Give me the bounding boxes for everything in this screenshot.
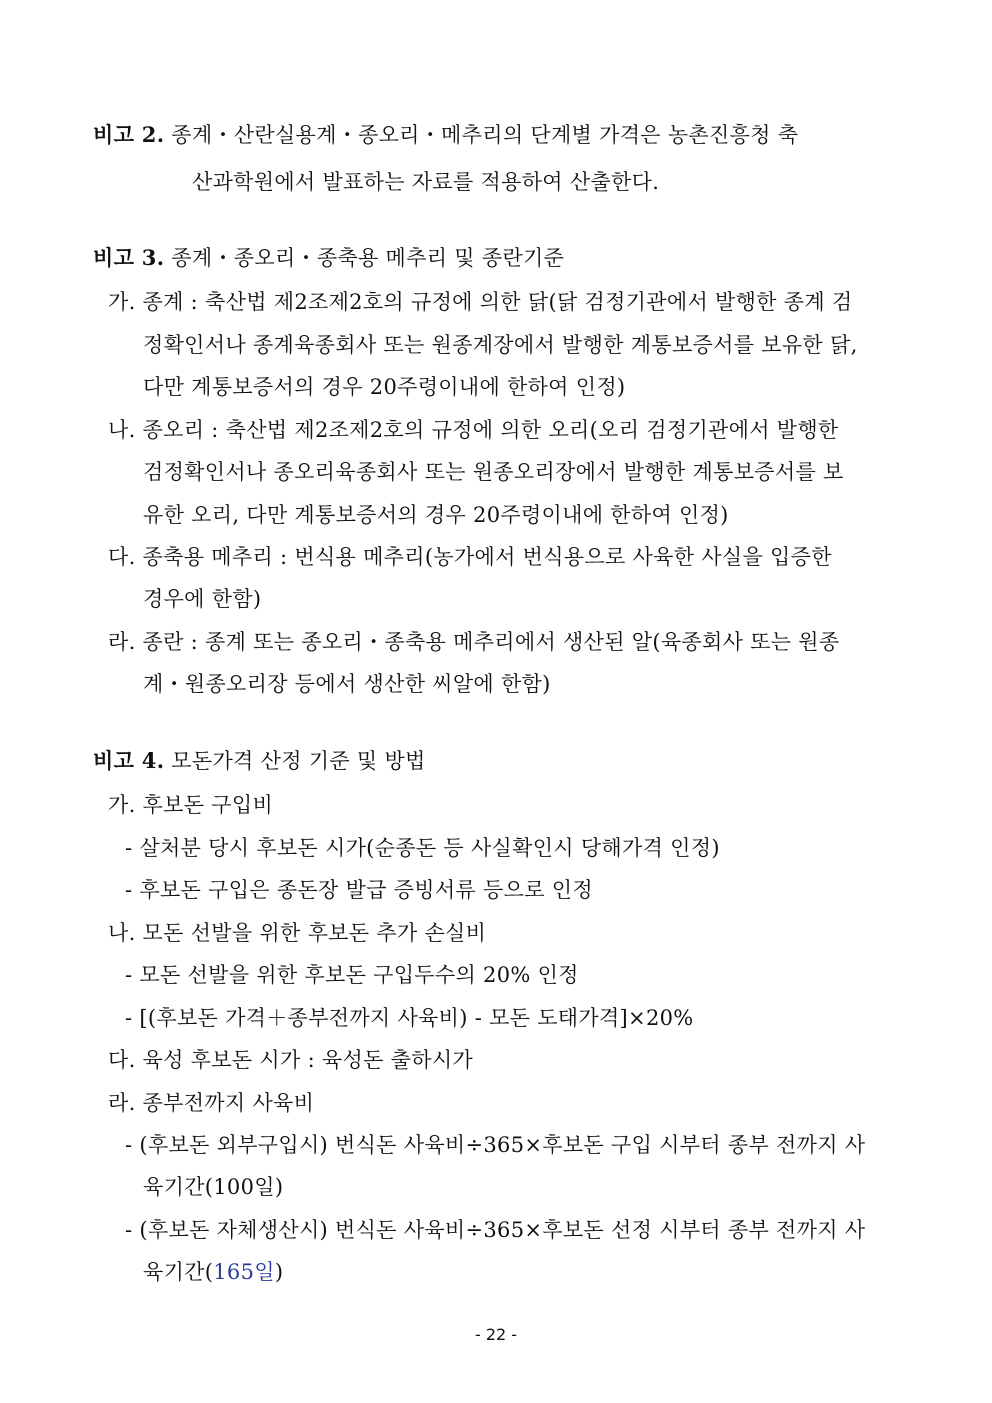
ra-dash2-text-highlight: 165일	[213, 1260, 275, 1284]
note3-na-line2: 검정확인서나 종오리육종회사 또는 원종오리장에서 발행한 계통보증서를 보	[143, 460, 844, 484]
note4-na-dash1: - 모돈 선발을 위한 후보돈 구입두수의 20% 인정	[125, 963, 579, 987]
note2-text-1: 종계・산란실용계・종오리・메추리의 단계별 가격은 농촌진흥청 축	[171, 123, 799, 147]
note4-na: 나. 모돈 선발을 위한 후보돈 추가 손실비	[108, 921, 487, 945]
note3-heading	[93, 243, 564, 273]
note3-da-line1: 다. 종축용 메추리 : 번식용 메추리(농가에서 번식용으로 사육한 사실을 입증한	[108, 545, 832, 569]
note3-ra-line2: 계・원종오리장 등에서 생산한 씨알에 한함)	[143, 672, 551, 696]
note4-ga-dash2: - 후보돈 구입은 종돈장 발급 증빙서류 등으로 인정	[125, 878, 593, 902]
note4-title: 모돈가격 산정 기준 및 방법	[171, 749, 426, 773]
note4-ga-dash1: - 살처분 당시 후보돈 시가(순종돈 등 사실확인시 당해가격 인정)	[125, 836, 720, 860]
note3-na-line3: 유한 오리, 다만 계통보증서의 경우 20주령이내에 한하여 인정)	[143, 503, 729, 527]
note3-ra-line1: 라. 종란 : 종계 또는 종오리・종축용 메추리에서 생산된 알(육종회사 또는 원종	[108, 630, 840, 654]
note3-label: 비고 3.	[93, 245, 165, 270]
page-number: - 22 -	[474, 1325, 518, 1344]
note4-label: 비고 4.	[93, 748, 165, 773]
note4-ga: 가. 후보돈 구입비	[108, 793, 274, 817]
note3-ga-line2: 정확인서나 종계육종회사 또는 원종계장에서 발행한 계통보증서를 보유한 닭,	[143, 333, 858, 357]
note4-ra-dash1-line1: - (후보돈 외부구입시) 번식돈 사육비÷365×후보돈 구입 시부터 종부 전까지 사	[125, 1133, 866, 1157]
note3-ga-line3: 다만 계통보증서의 경우 20주령이내에 한하여 인정)	[143, 375, 626, 399]
note4-heading	[93, 746, 426, 776]
note3-title: 종계・종오리・종축용 메추리 및 종란기준	[171, 246, 565, 270]
note4-ra-dash2-line1: - (후보돈 자체생산시) 번식돈 사육비÷365×후보돈 선정 시부터 종부 전까지 사	[125, 1218, 866, 1242]
note4-ra-dash1-line2: 육기간(100일)	[143, 1175, 284, 1199]
note2-line2: 산과학원에서 발표하는 자료를 적용하여 산출한다.	[192, 170, 660, 194]
note2-label: 비고 2.	[93, 122, 165, 147]
note3-na-line1: 나. 종오리 : 축산법 제2조제2호의 규정에 의한 오리(오리 검정기관에서 발행한	[108, 418, 839, 442]
note4-da: 다. 육성 후보돈 시가 : 육성돈 출하시가	[108, 1048, 473, 1072]
ra-dash2-text-pre: 육기간(	[143, 1260, 214, 1284]
note2-line1	[93, 120, 798, 150]
note4-na-dash2: - [(후보돈 가격＋종부전까지 사육비) - 모돈 도태가격]×20%	[125, 1006, 694, 1030]
note4-ra: 라. 종부전까지 사육비	[108, 1091, 315, 1115]
note3-ga-line1: 가. 종계 : 축산법 제2조제2호의 규정에 의한 닭(닭 검정기관에서 발행한 종계 검	[108, 290, 853, 314]
note4-ra-dash2-line2	[143, 1257, 283, 1287]
note3-da-line2: 경우에 한함)	[143, 587, 262, 611]
ra-dash2-text-post: )	[274, 1260, 284, 1284]
